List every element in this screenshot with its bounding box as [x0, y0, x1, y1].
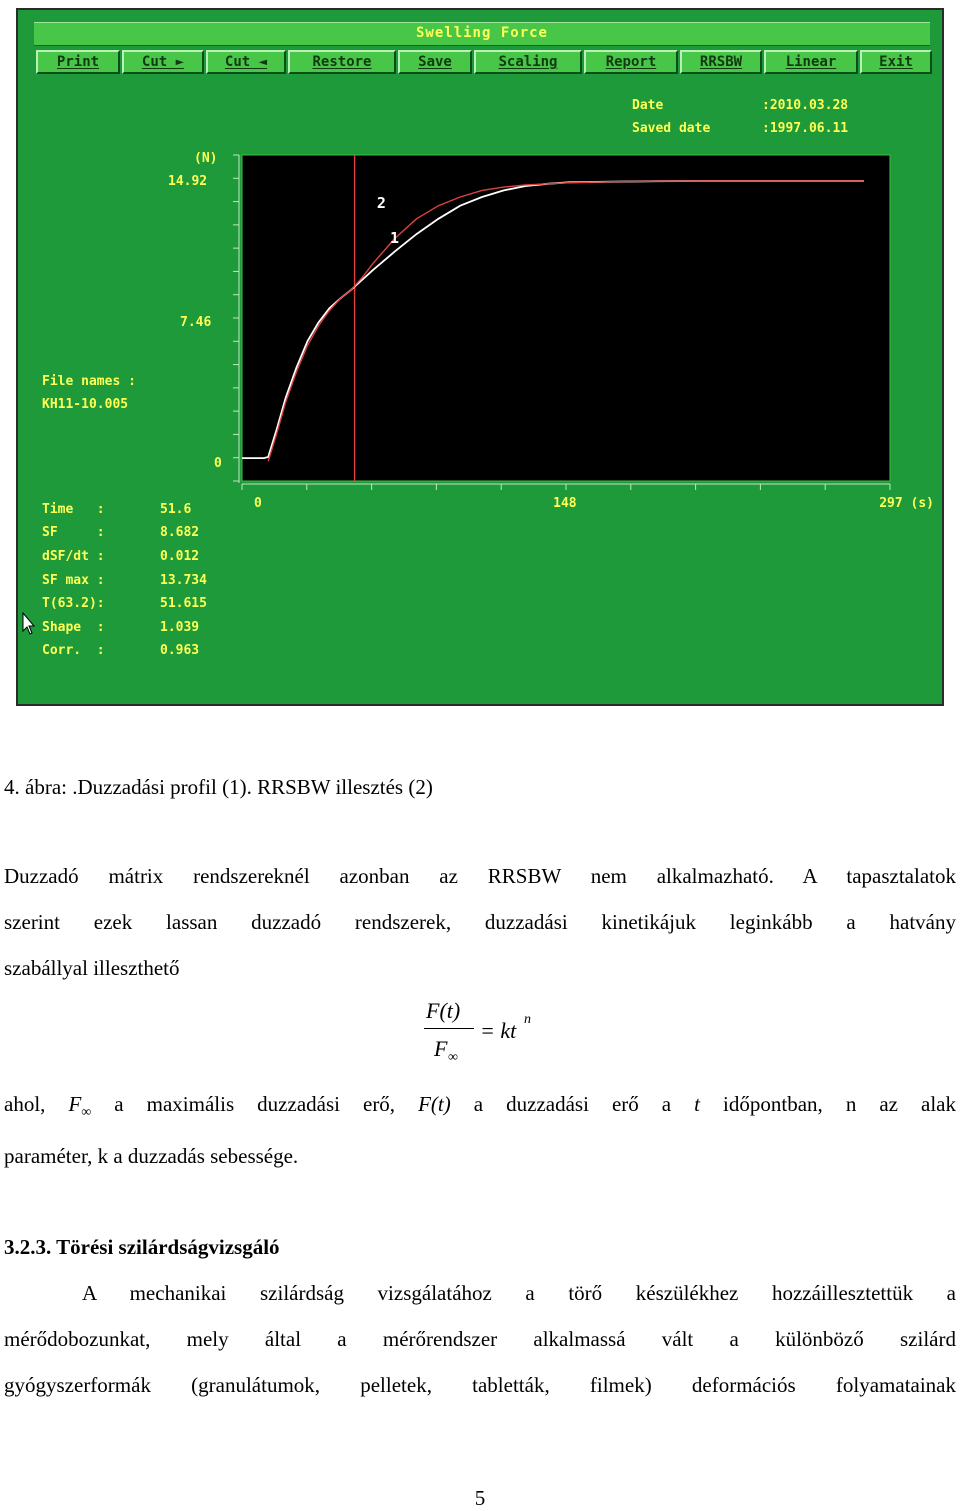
- readout-time-label: Time :: [42, 502, 105, 517]
- readout-t632-label: T(63.2):: [42, 596, 105, 611]
- symbol-infinity-sub: ∞: [81, 1105, 92, 1121]
- paragraph-line: Duzzadó mátrix rendszereknél azonban az RRSBW nem alkalmazható. A tapasztalatok: [4, 864, 956, 888]
- file-names-label: File names :: [42, 374, 136, 389]
- formula-numerator: F(t): [426, 998, 461, 1023]
- section-heading: 3.2.3. Törési szilárdságvizsgáló: [4, 1235, 280, 1259]
- y-unit-label: (N): [194, 151, 218, 166]
- text-run: A mechanikai szilárdság vizsgálatához a törő készülékhez hozzáillesztettük a: [82, 1281, 956, 1305]
- paragraph-line: [4, 1092, 956, 1122]
- y-mid-label: 7.46: [180, 315, 212, 330]
- formula-exponent: n: [524, 1012, 531, 1027]
- readout-sf-value: 8.682: [160, 525, 200, 540]
- file-name: KH11-10.005: [42, 397, 129, 412]
- readout-sf-label: SF :: [42, 525, 105, 540]
- rrsbw-button-label: RRSBW: [699, 54, 743, 70]
- paragraph-line: szerint ezek lassan duzzadó rendszerek, duzzadási kinetikájuk leginkább a hatvány: [4, 910, 956, 934]
- x-tick-label-148: 148: [553, 496, 577, 511]
- y-max-label: 14.92: [168, 174, 208, 189]
- series-label-1: 1: [390, 228, 400, 247]
- x-tick-label-0: 0: [254, 496, 262, 511]
- text-run: a maximális duzzadási erő,: [91, 1092, 419, 1116]
- date-label: Date: [632, 98, 664, 113]
- paragraph-line: gyógyszerformák (granulátumok, pelletek, tabletták, filmek) deformációs folyamatainak: [4, 1373, 956, 1397]
- plot-area: [242, 155, 890, 481]
- readout-sfmax-value: 13.734: [160, 573, 207, 588]
- exit-button-label: Exit: [879, 54, 913, 70]
- readout-t632-value: 51.615: [160, 596, 207, 611]
- swelling-force-window: [16, 8, 944, 706]
- indent: [4, 1281, 82, 1306]
- save-button-label: Save: [418, 54, 452, 70]
- text-run: ahol,: [4, 1092, 69, 1116]
- symbol-t: t: [694, 1092, 701, 1116]
- readout-time-value: 51.6: [160, 502, 192, 517]
- formula-fraction-bar: [424, 1028, 474, 1029]
- formula-denominator: F: [434, 1036, 448, 1061]
- saved-date-value: :1997.06.11: [762, 121, 849, 136]
- restore-button-label: Restore: [312, 54, 372, 70]
- saved-date-label: Saved date: [632, 121, 711, 136]
- text-run: időpontban, n az alak: [700, 1092, 957, 1116]
- text-run: a duzzadási erő a: [450, 1092, 695, 1116]
- scaling-button-label: Scaling: [498, 54, 558, 70]
- swelling-force-chart: [18, 10, 942, 704]
- symbol-f-infinity: F: [68, 1092, 82, 1116]
- paragraph-line: paraméter, k a duzzadás sebessége.: [4, 1144, 299, 1168]
- formula-denominator-sub: ∞: [448, 1050, 458, 1065]
- paragraph-line: [4, 1281, 956, 1306]
- symbol-ft: F(t): [418, 1092, 451, 1116]
- x-tick-label-297: 297 (s): [879, 496, 934, 511]
- readout-corr-value: 0.963: [160, 643, 200, 658]
- cut-left-button-label: Cut ◄: [224, 54, 268, 70]
- page-number: 5: [474, 1486, 486, 1510]
- print-button-label: Print: [56, 54, 100, 70]
- readout-dsfdt-value: 0.012: [160, 549, 200, 564]
- date-value: :2010.03.28: [762, 98, 849, 113]
- paragraph-line: mérődobozunkat, mely által a mérőrendszer alkalmassá vált a különböző szilárd: [4, 1327, 956, 1351]
- readout-shape-label: Shape :: [42, 620, 105, 635]
- series-label-2: 2: [376, 193, 386, 212]
- linear-button-label: Linear: [785, 54, 837, 70]
- figure-caption: 4. ábra: .Duzzadási profil (1). RRSBW illesztés (2): [4, 775, 433, 799]
- power-law-formula: [424, 998, 564, 1070]
- readout-sfmax-label: SF max :: [42, 573, 105, 588]
- y-min-label: 0: [214, 456, 222, 471]
- readout-dsfdt-label: dSF/dt :: [42, 549, 105, 564]
- window-title: Swelling Force: [415, 25, 548, 41]
- readout-shape-value: 1.039: [160, 620, 200, 635]
- paragraph-line: szabállyal illeszthető: [4, 956, 180, 980]
- report-button-label: Report: [605, 54, 657, 70]
- readout-corr-label: Corr. :: [42, 643, 105, 658]
- cut-right-button-label: Cut ►: [141, 54, 185, 70]
- formula-rhs: = kt: [480, 1018, 517, 1043]
